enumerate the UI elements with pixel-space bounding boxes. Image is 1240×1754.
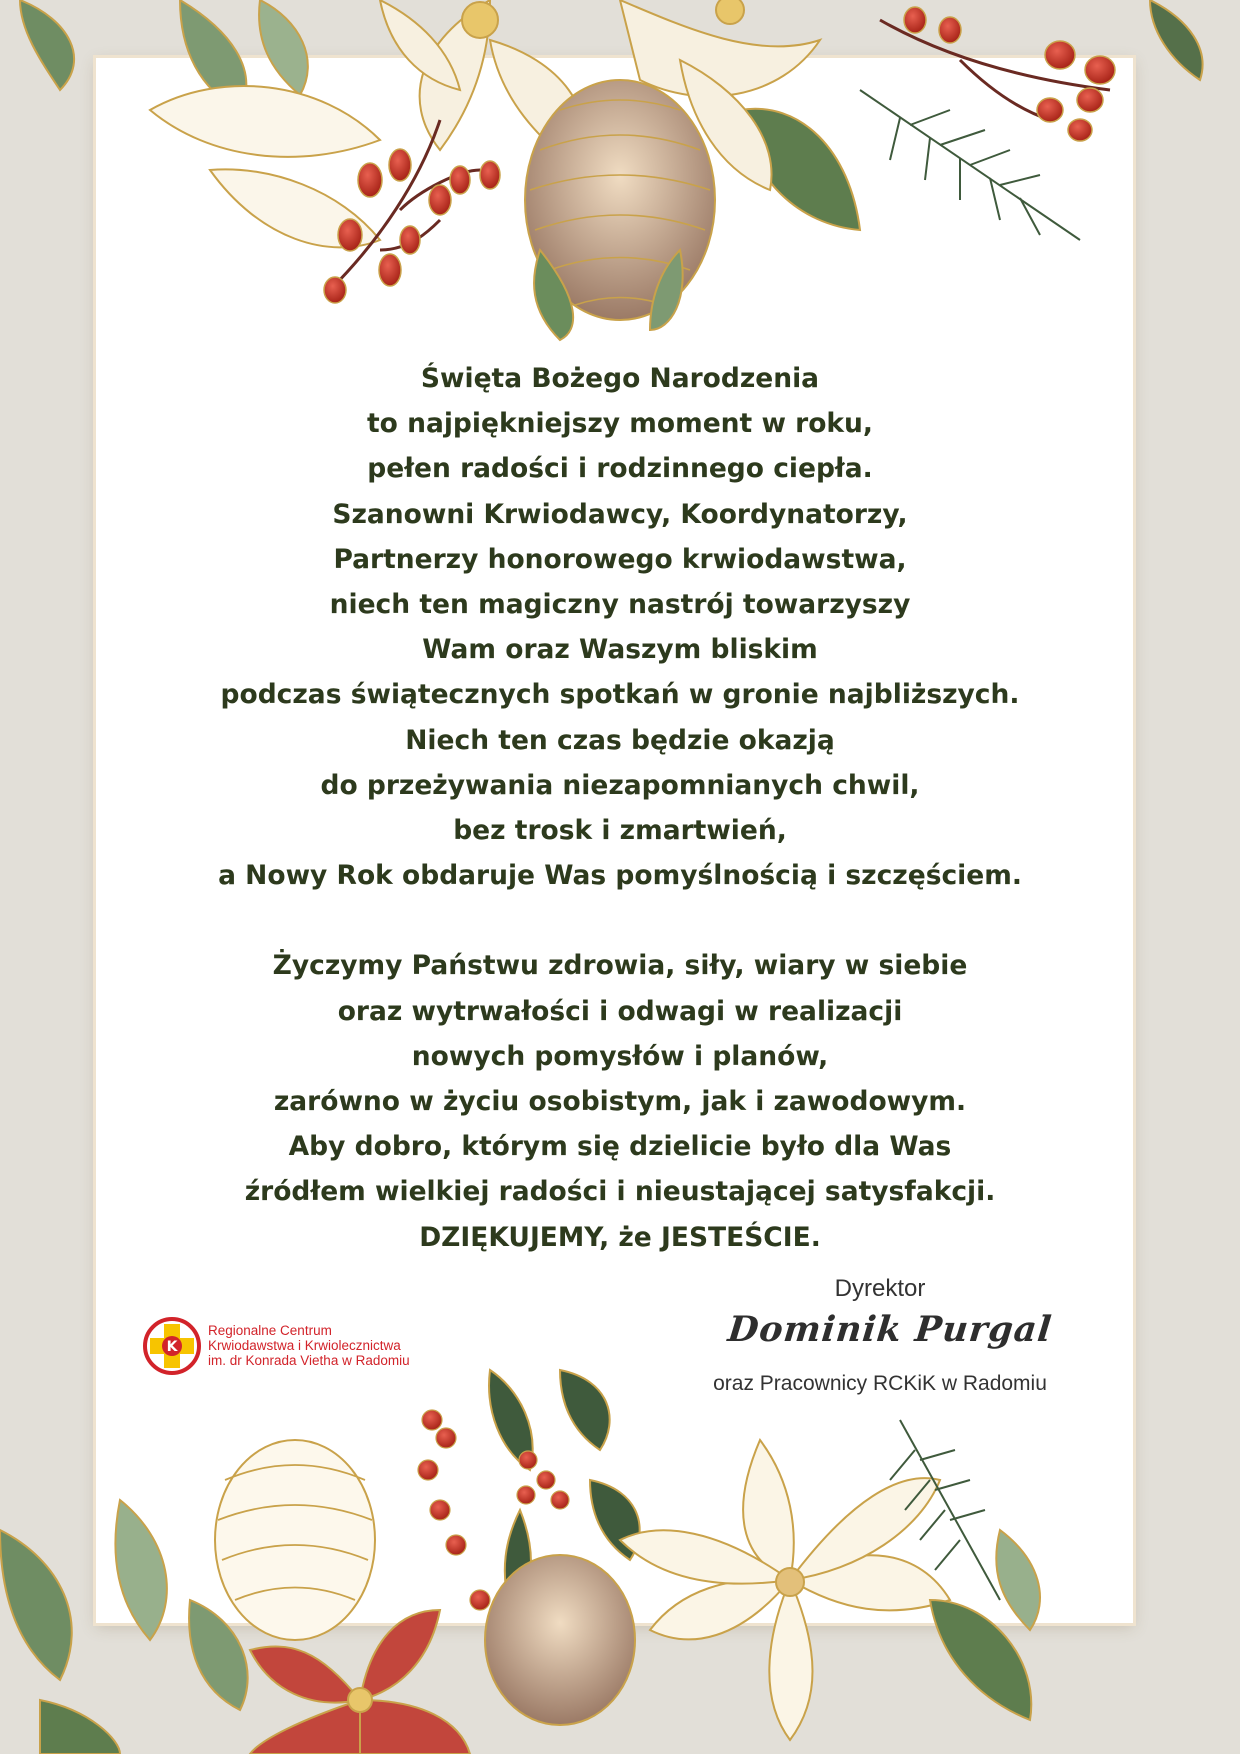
logo-text [208, 1323, 478, 1368]
greeting-line: do przeżywania niezapomnianych chwil, [320, 769, 920, 801]
logo-letter: K [166, 1339, 178, 1355]
greeting-line: zarówno w życiu osobistym, jak i zawodowym. [273, 1086, 967, 1118]
director-signature: Dominik Purgal [725, 1309, 1055, 1350]
greeting-line: Wam oraz Waszym bliskim [422, 634, 818, 666]
greeting-line: a Nowy Rok obdaruje Was pomyślnością i szczęściem. [218, 860, 1022, 892]
leaf-icon [1150, 0, 1203, 80]
leaf-icon [20, 0, 74, 90]
greeting-line: Święta Bożego Narodzenia [420, 363, 820, 394]
greeting-line: bez trosk i zmartwień, [453, 815, 787, 847]
greeting-line: pełen radości i rodzinnego ciepła. [367, 453, 873, 485]
staff-line: oraz Pracownicy RCKiK w Radomiu [713, 1372, 1047, 1395]
greeting-text [140, 356, 1100, 1260]
director-title: Dyrektor [834, 1275, 926, 1302]
greeting-line: podczas świątecznych spotkań w gronie najbliższych. [220, 679, 1020, 711]
greeting-line: to najpiękniejszy moment w roku, [367, 408, 873, 440]
logo-line: Regionalne Centrum [208, 1323, 332, 1338]
logo-line: im. dr Konrada Vietha w Radomiu [208, 1353, 410, 1368]
poinsettia-icon [250, 1610, 470, 1754]
greeting-line: nowych pomysłów i planów, [411, 1040, 829, 1072]
greeting-line: Aby dobro, którym się dzielicie było dla Was [288, 1131, 952, 1163]
greeting-line: niech ten magiczny nastrój towarzyszy [329, 589, 911, 621]
greeting-line: DZIĘKUJEMY, że JESTEŚCIE. [419, 1221, 821, 1253]
greeting-line: źródłem wielkiej radości i nieustającej satysfakcji. [244, 1176, 996, 1208]
greeting-line: Partnerzy honorowego krwiodawstwa, [333, 543, 907, 575]
paragraph-gap [140, 898, 1100, 943]
greeting-line: Niech ten czas będzie okazją [405, 724, 835, 756]
blood-center-logo-icon [142, 1316, 202, 1376]
greeting-line: oraz wytrwałości i odwagi w realizacji [337, 995, 903, 1027]
greeting-line: Życzymy Państwu zdrowia, siły, wiary w siebie [272, 950, 968, 982]
greeting-line: Szanowni Krwiodawcy, Koordynatorzy, [332, 498, 908, 530]
logo-line: Krwiodawstwa i Krwiolecznictwa [208, 1338, 401, 1353]
